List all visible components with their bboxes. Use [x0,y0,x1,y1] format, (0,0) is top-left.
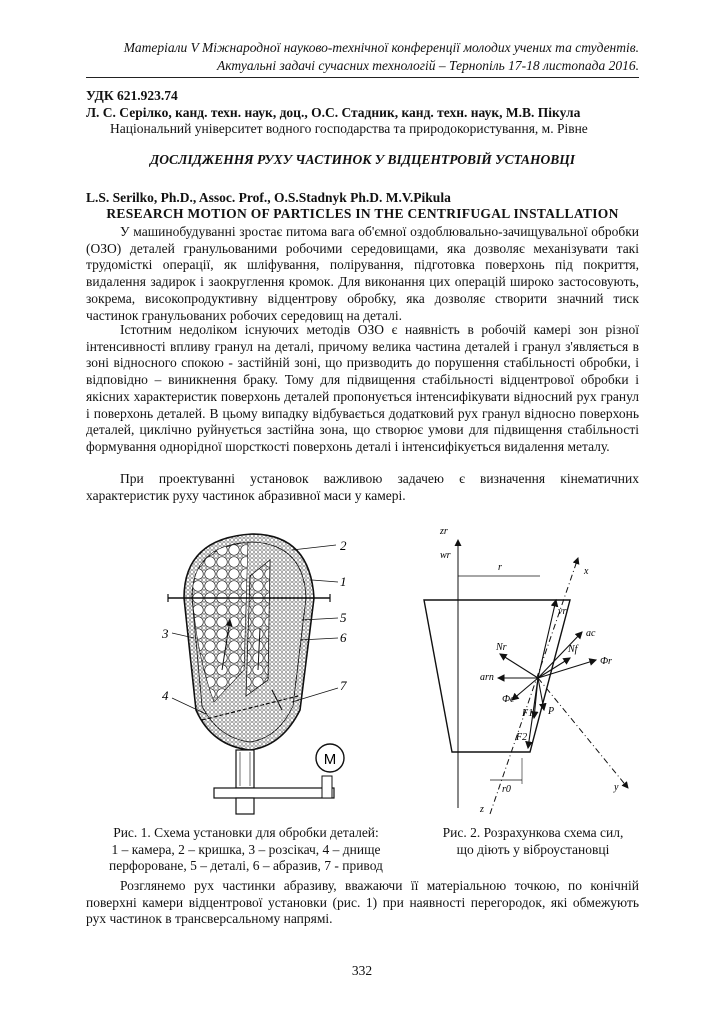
authors-en: L.S. Serilko, Ph.D., Assoc. Prof., O.S.Stadnyk Ph.D. M.V.Pikula [86,190,451,205]
fig2-label-zr: zr [440,526,448,537]
body-paragraph-1: У машинобудуванні зростає питома вага об'ємної оздоблювально-зачищувальної обробки (ОЗО) деталей гранульованими робочими середовищами, яка дозволяє механізувати такі трудомісткі операції, як шліфування, полірування, підготовка поверхонь під покриття, видалення задирок і заокруглення кромок. Для виконання цих операцій широко застосовують, зокрема, високопродуктивну відцентрову обробку, яка дозволяє створити значний тиск частинок гранульованих робочих середовищ на деталі. [86,224,639,323]
fig2-label-vr: vr [558,606,567,617]
fig1-label-4: 4 [162,688,169,703]
header-rule [86,77,639,78]
fig2-label-f2: F2 [516,732,528,743]
affiliation: Національний університет водного господарства та природокористування, м. Рівне [110,121,588,136]
udk-code: УДК 621.923.74 [86,88,178,103]
body-paragraph-3: При проектуванні установок важливою задачею є визначення кінематичних характеристик руху частинок абразивної маси у камері. [86,471,639,503]
fig1-label-1: 1 [340,574,347,589]
body-paragraph-2: Істотним недоліком існуючих методів ОЗО є наявність в робочій камері зон різної інтенсивності впливу гранул на деталі, причому велика частина деталей і гранул з'являється в зоні відносного спокою - застійній зоні, що призводить до порушення стабільності обробки, і відповідно – виникнення браку. Тому для підвищення стабільності відцентрової обробки і якісних характеристик поверхонь деталей пропонується інтенсифікувати відносний рух гранул і поверхонь деталей. В цьому випадку відбувається додатковий рух гранул відносно поверхонь деталей, циклічно руйнується застійна зона, що створює умови для підвищення стабільності формування однорідної шорсткості поверхонь деталі і інтенсифікується видалення металу. [86,322,639,454]
running-header-line-2: Актуальні задачі сучасних технологій – Тернопіль 17-18 листопада 2016. [217,58,639,73]
fig2-label-phi-r: Фr [600,656,612,667]
authors-uk: Л. С. Серілко, канд. техн. наук, доц., О.С. Стадник, канд. техн. наук, М.В. Пікула [86,105,581,120]
fig2-label-nr: Nr [496,642,507,653]
fig2-label-r0: r0 [502,784,511,795]
cone-section [424,600,570,752]
fig2-label-y: y [614,782,619,793]
figure-1-caption: Рис. 1. Схема установки для обробки деталей: 1 – камера, 2 – кришка, 3 – розсікач, 4 – днище перфороване, 5 – деталі, 6 – абразив, 7 - привод [109,825,383,874]
fig2-label-ac: ac [586,628,596,639]
fig2-label-phi-e: Фe [502,694,515,705]
fig2-label-arn: arn [480,672,494,683]
paper-title-en: RESEARCH MOTION OF PARTICLES IN THE CENTRIFUGAL INSTALLATION [106,206,619,221]
running-header-line-1: Матеріали V Міжнародної науково-технічної конференції молодих учених та студентів. [123,40,639,55]
fig1-label-2: 2 [340,538,347,553]
fig1-label-7: 7 [340,678,347,693]
fig2-label-r: r [498,562,502,573]
figure-1-installation-scheme [132,520,382,825]
fig2-label-p: P [548,706,555,717]
fig2-label-x: x [584,566,589,577]
paper-title-uk: ДОСЛІДЖЕННЯ РУХУ ЧАСТИНОК У ВІДЦЕНТРОВІЙ УСТАНОВЦІ [150,152,575,167]
body-paragraph-4: Розглянемо рух частинки абразиву, вважаючи її матеріальною точкою, по конічній поверхні камери відцентрової установки (рис. 1) при наявності перегородок, які обмежують рух частинок в трансверсальному напрямі. [86,878,639,927]
fig2-label-wr: wr [440,550,451,561]
figure-2-caption: Рис. 2. Розрахункова схема сил, що діють у віброустановці [442,825,624,857]
fig1-label-3: 3 [162,626,169,641]
fig2-label-f1: F1 [522,708,534,719]
figure-2-force-diagram [418,518,648,818]
page-number: 332 [351,963,373,978]
fig2-label-z: z [480,804,484,815]
fig2-label-nf: Nf [568,644,578,655]
fig1-label-5: 5 [340,610,347,625]
motor-label: M [323,751,337,768]
fig1-label-6: 6 [340,630,347,645]
